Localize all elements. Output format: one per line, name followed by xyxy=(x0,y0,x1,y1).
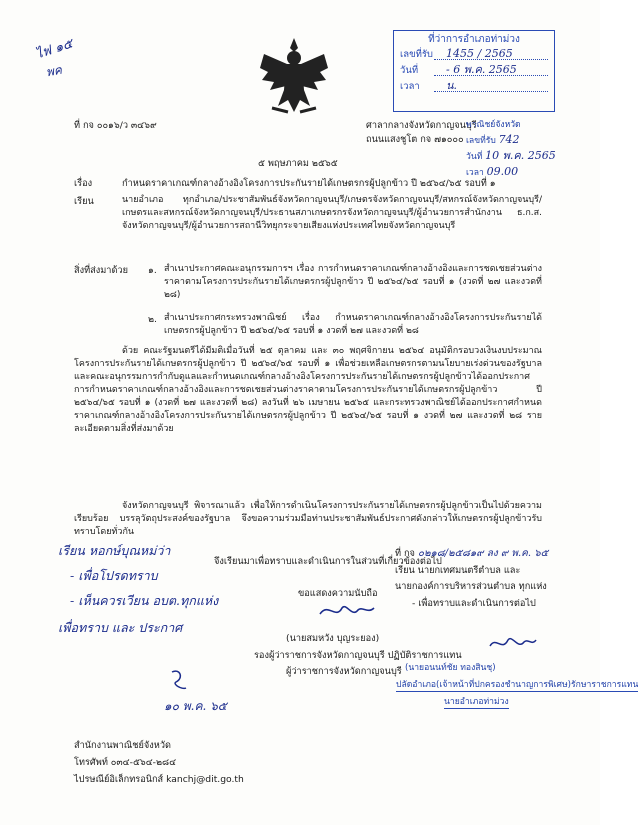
district-stamp-title: พาณิชย์จังหวัด xyxy=(466,120,521,130)
district-officer-name: (นายอนนท์ชัย ทองสินชุ) xyxy=(405,663,496,673)
corner-handwriting-2: พค xyxy=(44,62,63,80)
attachments-label: สิ่งที่ส่งมาด้วย xyxy=(74,265,128,276)
forward-to-1: เรียน นายกเทศมนตรีตำบล และ xyxy=(395,565,521,576)
handnote-line-1: เรียน หอกษ์บุณหม่ว่า xyxy=(58,543,171,558)
recipient-label: เรียน xyxy=(74,196,94,207)
attachment-2-num: ๒. xyxy=(148,314,157,325)
handnote-initial xyxy=(168,668,190,694)
handnote-date: ๑๐ พ.ค. ๖๕ xyxy=(164,699,227,713)
reference-number: ที่ กจ ๐๐๑๖/ว ๓๔๖๙ xyxy=(74,120,157,131)
subject-label: เรื่อง xyxy=(74,178,93,189)
corner-handwriting: ไฟ ๑๕ xyxy=(33,36,75,63)
district-stamp-time: เวลา 09.00 xyxy=(466,165,519,178)
handnote-line-4: เพื่อทราบ และ ประกาศ xyxy=(58,620,183,635)
footer-department: สำนักงานพาณิชย์จังหวัด xyxy=(74,740,171,751)
signer-position: รองผู้ว่าราชการจังหวัดกาญจนบุรี ปฏิบัติราชการแทน xyxy=(254,650,462,661)
signer-name: (นายสมหวัง บุญระยอง) xyxy=(286,633,380,644)
body-paragraph-2: จังหวัดกาญจนบุรี พิจารณาแล้ว เพื่อให้การดำเนินโครงการประกันรายได้เกษตรกรผู้ปลูกข้าวเป็นไปด้วยความเรียบร้อย บรรลุวัตถุประสงค์ของรัฐบาล จึงขอความร่วมมือท่านประชาสัมพันธ์ประกาศดังกล่าวให้เกษตรกรผู้ปลูกข้าวรับทราบโดยทั่วกัน xyxy=(74,501,542,537)
district-stamp-number: เลขที่รับ 742 xyxy=(466,133,520,146)
stamp-row-date: วันที่ - 6 พ.ค. 2565 xyxy=(394,62,554,78)
stamp-title: ที่ว่าการอำเภอท่าม่วง xyxy=(428,34,520,45)
signature-main xyxy=(318,600,376,622)
attachment-2-text: สำเนาประกาศกระทรวงพาณิชย์ เรื่อง กำหนดราคาเกณฑ์กลางอ้างอิงโครงการประกันรายได้เกษตรกรผู้ปลูกข้าว ปี ๒๕๖๔/๖๕ รอบที่ ๑ งวดที่ ๒๗ และงวดที่ ๒๘ xyxy=(164,313,542,336)
handnote-line-2: - เพื่อโปรดทราบ xyxy=(70,568,158,583)
garuda-emblem xyxy=(258,34,330,116)
forward-to-2: นายกองค์การบริหารส่วนตำบล ทุกแห่ง xyxy=(395,581,547,592)
recipient-text: นายอำเภอ ทุกอำเภอ/ประชาสัมพันธ์จังหวัดกาญจนบุรี/เกษตรจังหวัดกาญจนบุรี/สหกรณ์จังหวัดกาญจนบุรี/เกษตรและสหกรณ์จังหวัดกาญจนบุรี/ประธานสภาเกษตรกรจังหวัดกาญจนบุรี/ผู้อำนวยการสำนักงาน ธ.ก.ส. จังหวัดกาญจนบุรี/ผู้อำนวยการสถานีวิทยุกระจายเสียงแห่งประเทศไทยจังหวัดกาญจนบุรี xyxy=(122,195,542,231)
handnote-line-3: - เห็นควรเวียน อบต.ทุกแห่ง xyxy=(70,593,219,608)
receiving-stamp xyxy=(393,30,555,112)
issuing-address: ถนนแสงชูโต กจ ๗๑๐๐๐ xyxy=(366,134,464,145)
issuing-office: ศาลากลางจังหวัดกาญจนบุรี xyxy=(366,120,477,131)
attachment-1-num: ๑. xyxy=(148,265,157,276)
forward-ref: ที่ กจ ๐๒๑๘/๒๕๘๑๙ ลง ๙ พ.ค. ๖๕ xyxy=(395,548,549,559)
subject-text: กำหนดราคาเกณฑ์กลางอ้างอิงโครงการประกันรายได้เกษตรกรผู้ปลูกข้าว ปี ๒๕๖๔/๖๕ รอบที่ ๑ xyxy=(122,178,496,189)
document-date: ๕ พฤษภาคม ๒๕๖๕ xyxy=(258,158,338,169)
district-officer-title-2: นายอำเภอท่าม่วง xyxy=(444,697,509,707)
closing-request: จึงเรียนมาเพื่อทราบและดำเนินการในส่วนที่เกี่ยวข้องต่อไป xyxy=(214,556,442,567)
attachment-1-text: สำเนาประกาศคณะอนุกรรมการฯ เรื่อง การกำหนดราคาเกณฑ์กลางอ้างอิงและการชดเชยส่วนต่างราคาตามโครงการประกันรายได้เกษตรกรผู้ปลูกข้าว ปี ๒๕๖๔/๖๕ รอบที่ ๑ (งวดที่ ๒๗ และงวดที่ ๒๘) xyxy=(164,264,542,300)
closing-regards: ขอแสดงความนับถือ xyxy=(298,588,378,599)
forward-action: - เพื่อทราบและดำเนินการต่อไป xyxy=(412,598,536,609)
signer-position-2: ผู้ว่าราชการจังหวัดกาญจนบุรี xyxy=(286,666,402,677)
stamp-row-number: เลขที่รับ 1455 / 2565 xyxy=(394,46,554,62)
signature-district xyxy=(488,634,538,654)
stamp-row-time: เวลา น. xyxy=(394,78,554,94)
footer-phone: โทรศัพท์ ๐๓๔-๕๖๔-๒๘๔ xyxy=(74,757,177,768)
district-officer-title: ปลัดอำเภอ(เจ้าหน้าที่ปกครองชำนาญการพิเศษ)รักษาราชการแทน xyxy=(396,680,638,690)
district-stamp-date: วันที่ 10 พ.ค. 2565 xyxy=(466,149,556,162)
footer-email: ไปรษณีย์อิเล็กทรอนิกส์ kanchj@dit.go.th xyxy=(74,774,244,785)
body-paragraph-1: ด้วย คณะรัฐมนตรีได้มีมติเมื่อวันที่ ๒๕ ตุลาคม และ ๓๐ พฤศจิกายน ๒๕๖๔ อนุมัติกรอบวงเงินงบประมาณโครงการประกันรายได้เกษตรกรผู้ปลูกข้าว ปี ๒๕๖๔/๖๕ รอบที่ ๑ เพื่อช่วยเหลือเกษตรกรตามนโยบายเร่งด่วนของรัฐบาล และคณะอนุกรรมการกำกับดูแลและกำหนดเกณฑ์กลางอ้างอิงโครงการประกันรายได้เกษตรกรผู้ปลูกข้าวได้ออกประกาศการกำหนดราคาเกณฑ์กลางอ้างอิงและการชดเชยส่วนต่างราคาตามโครงการประกันรายได้เกษตรกรผู้ปลูกข้าว ปี ๒๕๖๔/๖๕ รอบที่ ๑ (งวดที่ ๒๗ และงวดที่ ๒๘) ลงวันที่ ๒๖ เมษายน ๒๕๖๕ และกระทรวงพาณิชย์ได้ออกประกาศกำหนดราคาเกณฑ์กลางอ้างอิงโครงการประกันรายได้เกษตรกรผู้ปลูกข้าว ปี ๒๕๖๔/๖๕ รอบที่ ๑ งวดที่ ๒๗ และงวดที่ ๒๘ รายละเอียดตามสิ่งที่ส่งมาด้วย xyxy=(74,346,542,434)
